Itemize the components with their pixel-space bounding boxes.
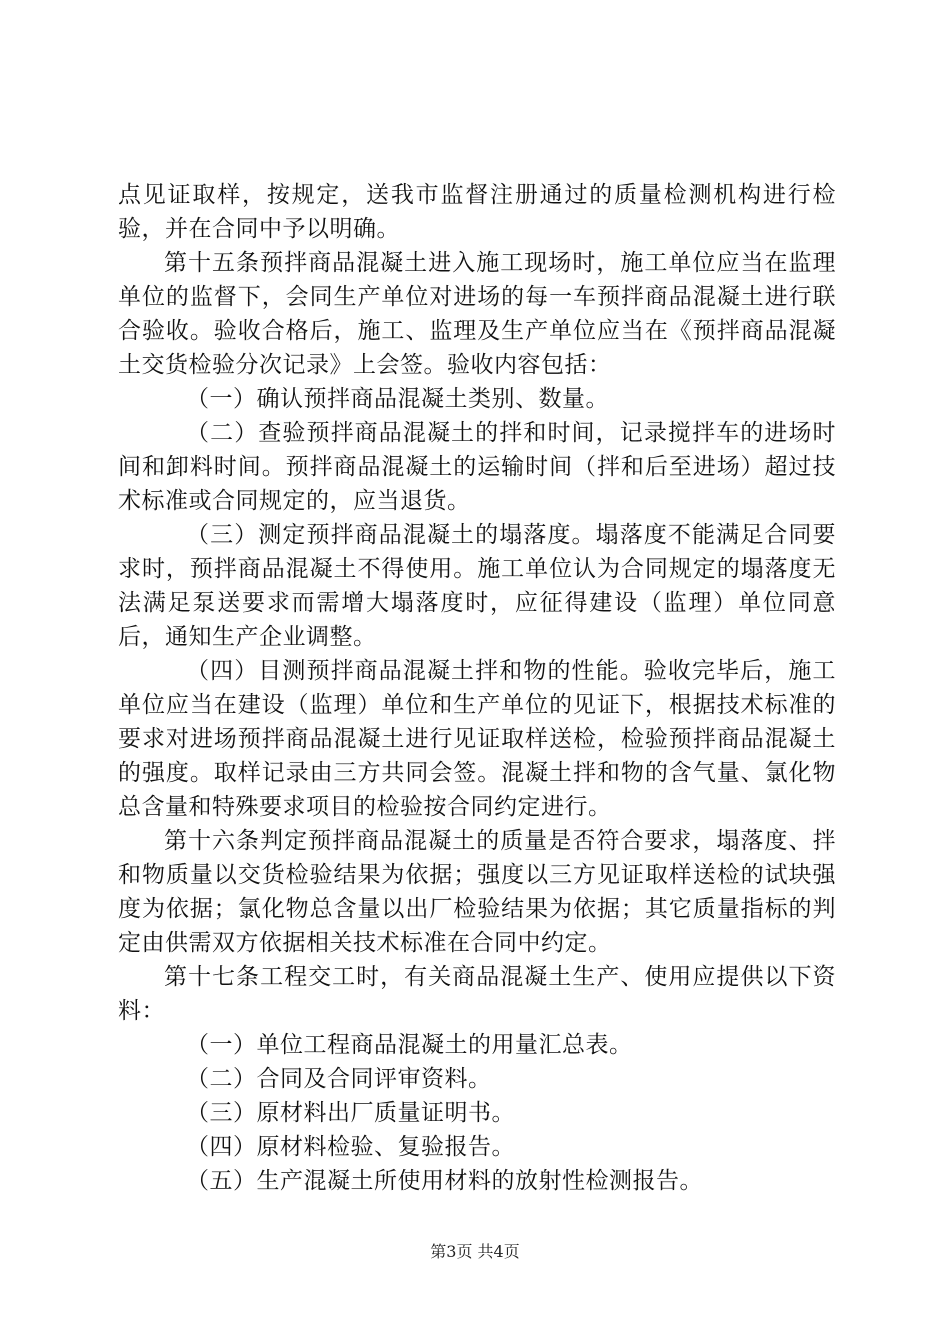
paragraph-list-item-3: （三）原材料出厂质量证明书。: [186, 1100, 515, 1126]
paragraph-list-item-5: （五）生产混凝土所使用材料的放射性检测报告。: [186, 1168, 703, 1194]
paragraph-item-2: （二）查验预拌商品混凝土的拌和时间，记录搅拌车的进场时间和卸料时间。预拌商品混凝土的运输时间（拌和后至进场）超过技术标准或合同规定的，应当退货。: [118, 420, 836, 514]
paragraph-item-4: （四）目测预拌商品混凝土拌和物的性能。验收完毕后，施工单位应当在建设（监理）单位和生产单位的见证下，根据技术标准的要求对进场预拌商品混凝土进行见证取样送检，检验预拌商品混凝土的强度。取样记录由三方共同会签。混凝土拌和物的含气量、氯化物总含量和特殊要求项目的检验按合同约定进行。: [118, 658, 836, 820]
paragraph-list-item-2: （二）合同及合同评审资料。: [186, 1066, 492, 1092]
paragraph-continuation: 点见证取样，按规定，送我市监督注册通过的质量检测机构进行检验，并在合同中予以明确。: [118, 182, 836, 242]
paragraph-article-16: 第十六条判定预拌商品混凝土的质量是否符合要求，塌落度、拌和物质量以交货检验结果为依据；强度以三方见证取样送检的试块强度为依据；氯化物总含量以出厂检验结果为依据；其它质量指标的判定由供需双方依据相关技术标准在合同中约定。: [118, 828, 836, 956]
paragraph-article-17: 第十七条工程交工时，有关商品混凝土生产、使用应提供以下资料：: [118, 964, 836, 1024]
paragraph-list-item-4: （四）原材料检验、复验报告。: [186, 1134, 515, 1160]
page-number-footer: 第3页 共4页: [430, 1242, 520, 1261]
paragraph-list-item-1: （一）单位工程商品混凝土的用量汇总表。: [186, 1032, 633, 1058]
document-body: [118, 178, 836, 1198]
paragraph-item-1: （一）确认预拌商品混凝土类别、数量。: [186, 386, 609, 412]
paragraph-item-3: （三）测定预拌商品混凝土的塌落度。塌落度不能满足合同要求时，预拌商品混凝土不得使用。施工单位认为合同规定的塌落度无法满足泵送要求而需增大塌落度时，应征得建设（监理）单位同意后，通知生产企业调整。: [118, 522, 836, 650]
paragraph-article-15: 第十五条预拌商品混凝土进入施工现场时，施工单位应当在监理单位的监督下，会同生产单位对进场的每一车预拌商品混凝土进行联合验收。验收合格后，施工、监理及生产单位应当在《预拌商品混凝土交货检验分次记录》上会签。验收内容包括：: [118, 250, 836, 378]
